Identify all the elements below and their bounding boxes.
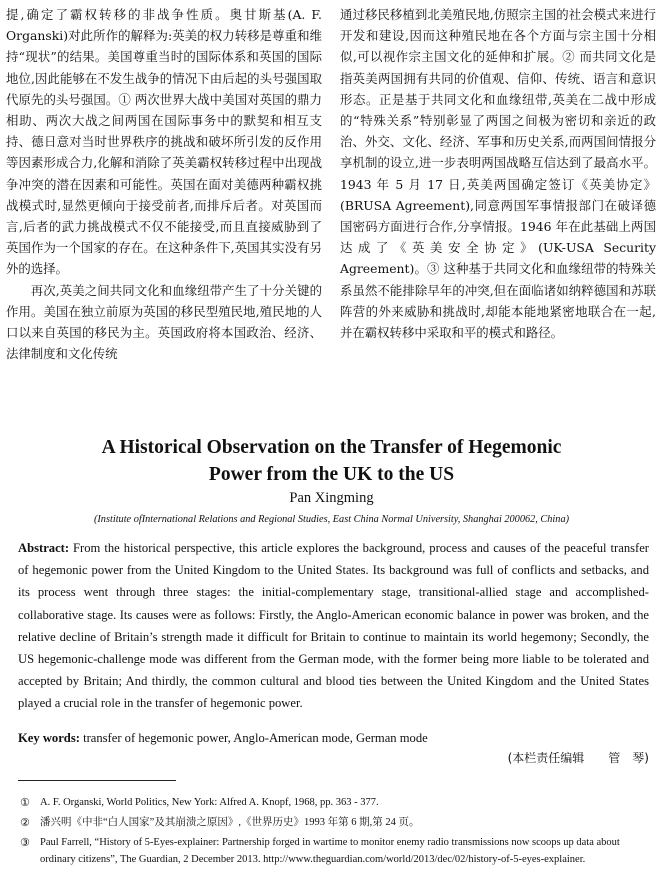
keywords-label: Key words: — [18, 731, 80, 745]
footnote — [20, 794, 652, 811]
left-column — [6, 4, 322, 406]
footnote-number: ① — [20, 796, 30, 809]
footnote-text: A. F. Organski, World Politics, New York: Alfred A. Knopf, 1968, pp. 363 - 377. — [40, 797, 379, 808]
title-line: Power from the UK to the US — [208, 464, 455, 485]
paragraph: 再次,英美之间共同文化和血缘纽带产生了十分关键的作用。美国在独立前原为英国的移民型殖民地,殖民地的人口以来自英国的移民为主。英国政府将本国政治、经济、法律制度和文化传统 — [6, 282, 322, 362]
paragraph: 通过移民移植到北美殖民地,仿照宗主国的社会模式来进行开发和建设,因而这种殖民地在各个方面与宗主国十分相似,可以视作宗主国文化的延伸和扩展。② 而共同文化是指英美两国拥有共同的价值观、信仰、传统、语言和意识形态。正是基于共同文化和血缘纽带,英美在二战中形成的“特殊关系”特别彰显了两国之间极为密切和亲近的政治、外交、文化、经济、军事和历史关系,而两国间情报分享机制的设立,进一步表明两国战略互信达到了最高水平。1943 年 5 月 17 日,英美两国确定签订《英美协定》(BRUSA Agreement),同意两国军事情报部门在破译德国密码方面进行合作,分享情报。1946 年在此基础上两国达成了《英美安全协定》(UK-USA Security Agreement)。③ 这种基于共同文化和血缘纽带的特殊关系虽然不能排除早年的冲突,但在面临诸如纳粹德国和苏联阵营的外来威胁和挑战时,却能本能地紧密地联合在一起,并在霸权转移中采取和平的模式和路径。 — [340, 7, 656, 341]
keywords — [18, 728, 649, 748]
footnote — [20, 834, 652, 868]
right-column — [340, 4, 656, 406]
abstract — [18, 537, 649, 715]
responsible-editor: (本栏责任编辑 管 琴) — [507, 751, 649, 765]
abstract-text: From the historical perspective, this article explores the background, process and causes of the peaceful transfer of hegemonic power from the United Kingdom to the United States. Its background was full of conflicts and setbacks, and its process went through three stages: the initial-complementary stage, transitional-allied stage and accomplished-collaborative stage. Its causes were as follows: Firstly, the Anglo-American economic balance in power was broken, and the relative decline of Britain’s strength made it difficult for Britain to continue to maintain its world hegemony; Secondly, the US hegemonic-challenge mode was different from the German mode, with the former being more liable to be tolerated and accepted by Britain; And thirdly, the common cultural and blood ties between the United Kingdom and the United States played a crucial role in the transfer of hegemonic power. — [18, 541, 649, 711]
footnote-text: 潘兴明《中非“白人国家”及其崩溃之原因》,《世界历史》1993 年第 6 期,第 24 页。 — [40, 817, 420, 828]
author-affiliation: (Institute ofInternational Relations and Regional Studies, East China Normal University, Shanghai 200062, China) — [93, 514, 570, 525]
footnote-number: ② — [20, 816, 30, 829]
title-line: A Historical Observation on the Transfer of Hegemonic — [101, 437, 562, 458]
abstract-label: Abstract: — [18, 541, 70, 555]
keywords-text: transfer of hegemonic power, Anglo-American mode, German mode — [79, 731, 428, 745]
footnote-divider — [18, 780, 176, 781]
english-title — [0, 434, 663, 488]
footnote-text: Paul Farrell, “History of 5-Eyes-explainer: Partnership forged in wartime to monitor enemy radio transmissions now scoops up data about ordinary citizens”, The Guardian, 2 December 2013. http://www.theguardian.com/world/2013/dec/02/history-of-5-eyes-explainer. — [40, 837, 620, 865]
paragraph: 提,确定了霸权转移的非战争性质。奥甘斯基(A. F. Organski)对此所作的解释为:英美的权力转移是尊重和维持“现状”的结果。美国尊重当时的国际体系和英国的国际地位,因此能够在不发生战争的情况下由后起的头号强国取代原先的头号强国。① 两次世界大战中美国对英国的鼎力相助、两次大战之间两国在国际事务中的默契和相互支持、德日意对当时世界秩序的挑战和破坏所引发的反作用等因素形成合力,化解和消除了英美霸权转移过程中出现战争冲突的潜在因素和可能性。英国在面对美德两种霸权挑战模式时,显然更倾向于接受前者,而排斥后者。对英国而言,后者的武力挑战模式不仅不能接受,而且直接威胁到了英国作为一个国家的存在。在这种条件下,英国其实没有另外的选择。 — [6, 7, 322, 277]
footnote-number: ③ — [20, 836, 30, 849]
body-columns — [6, 4, 656, 406]
author-name: Pan Xingming — [289, 490, 374, 506]
footnote — [20, 814, 652, 831]
